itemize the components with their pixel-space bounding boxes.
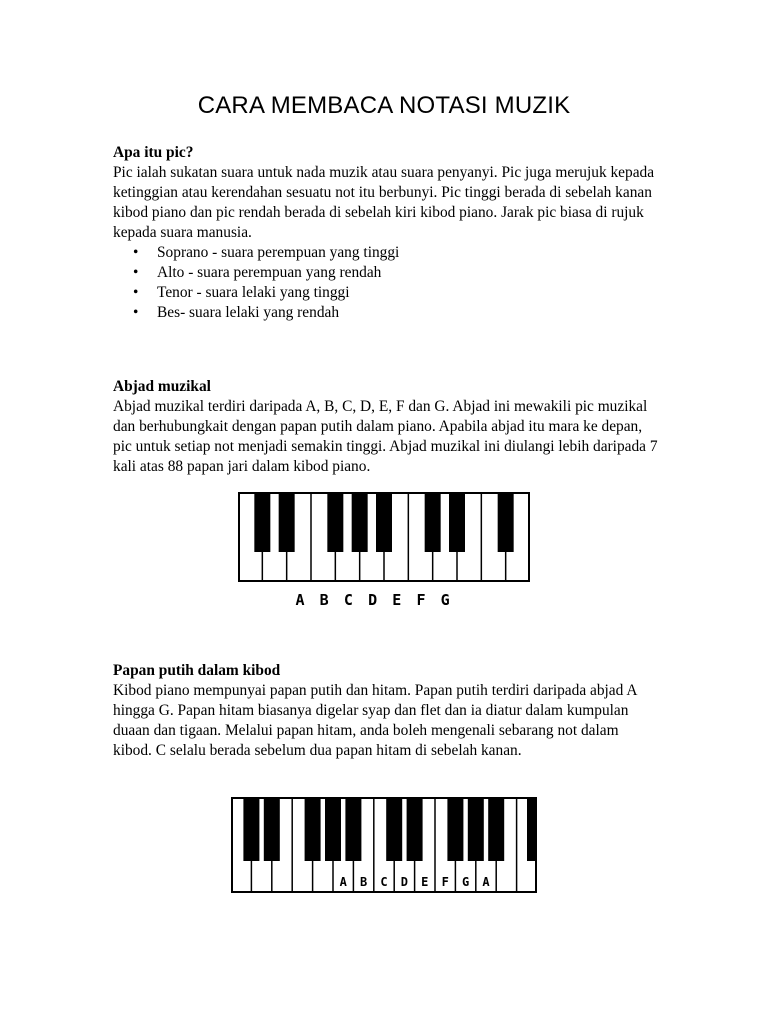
section-heading: Abjad muzikal: [113, 378, 211, 395]
black-key: [468, 797, 484, 861]
black-key: [327, 492, 343, 552]
voice-list: [113, 243, 658, 323]
piano-keyboard-illustration: [238, 492, 530, 582]
list-item-text: Soprano - suara perempuan yang tinggi: [157, 244, 400, 261]
piano-keyboard-labeled-illustration: [231, 797, 537, 893]
bullet-icon: •: [133, 304, 139, 321]
key-label: F: [441, 875, 449, 889]
black-key: [498, 492, 514, 552]
black-key: [305, 797, 321, 861]
key-label: A: [339, 875, 347, 889]
note-label: F: [416, 591, 426, 609]
key-label: D: [400, 875, 409, 889]
list-item: [113, 263, 658, 283]
black-key: [447, 797, 463, 861]
key-label: C: [380, 875, 388, 889]
list-item-text: Alto - suara perempuan yang rendah: [157, 264, 382, 281]
key-label: E: [421, 875, 429, 889]
black-key: [254, 492, 270, 552]
page-title: CARA MEMBACA NOTASI MUZIK: [197, 92, 571, 119]
black-key: [279, 492, 295, 552]
section-musical-alphabet: [113, 377, 658, 477]
black-key: [527, 797, 535, 861]
black-key: [386, 797, 402, 861]
section-paragraph: Pic ialah sukatan suara untuk nada muzik atau suara penyanyi. Pic juga merujuk kepada ketinggian atau kerendahan sesuatu not itu berbunyi. Pic tinggi berada di sebelah kanan kibod piano dan pic rendah berada di sebelah kiri kibod piano. Jarak pic biasa di rujuk kepada suara manusia.: [113, 164, 655, 241]
key-label: G: [461, 875, 470, 889]
note-labels-svg: [284, 589, 454, 609]
note-label: E: [392, 591, 402, 609]
black-key: [488, 797, 504, 861]
piano-keyboard-icon: [231, 797, 537, 893]
black-key: [376, 492, 392, 552]
section-heading: Apa itu pic?: [113, 144, 194, 161]
black-key: [325, 797, 341, 861]
black-key: [352, 492, 368, 552]
section-white-keys: [113, 661, 658, 761]
list-item-text: Tenor - suara lelaki yang tinggi: [157, 284, 350, 301]
list-item-text: Bes- suara lelaki yang rendah: [157, 304, 340, 321]
list-item: [113, 283, 658, 303]
section-pitch: [113, 143, 658, 323]
section-paragraph: Abjad muzikal terdiri daripada A, B, C, D, E, F dan G. Abjad ini mewakili pic muzikal dan berhubungkait dengan papan putih dalam piano. Apabila abjad itu mara ke depan, pic untuk setiap not menjadi semakin tinggi. Abjad muzikal ini diulangi lebih daripada 7 kali atas 88 papan jari dalam kibod piano.: [113, 398, 658, 475]
list-item: [113, 303, 658, 323]
key-label: B: [359, 875, 368, 889]
key-label: A: [482, 875, 490, 889]
note-label: A: [295, 591, 305, 609]
piano-keyboard-icon: [238, 492, 530, 582]
black-key: [243, 797, 259, 861]
note-label: D: [368, 591, 378, 609]
black-key: [425, 492, 441, 552]
bullet-icon: •: [133, 244, 139, 261]
list-item: [113, 243, 658, 263]
black-key: [264, 797, 280, 861]
note-labels: [284, 589, 454, 609]
black-key: [449, 492, 465, 552]
note-label: B: [319, 591, 329, 609]
note-label: G: [440, 591, 450, 609]
black-key: [407, 797, 423, 861]
black-key: [345, 797, 361, 861]
bullet-icon: •: [133, 264, 139, 281]
note-label: C: [343, 591, 353, 609]
section-paragraph: Kibod piano mempunyai papan putih dan hitam. Papan putih terdiri daripada abjad A hingga G. Papan hitam biasanya digelar syap dan flet dan ia diatur dalam kumpulan duaan dan tigaan. Melalui papan hitam, anda boleh mengenali sebarang not dalam kibod. C selalu berada sebelum dua papan hitam di sebelah kanan.: [113, 682, 637, 759]
section-heading: Papan putih dalam kibod: [113, 662, 281, 679]
bullet-icon: •: [133, 284, 139, 301]
